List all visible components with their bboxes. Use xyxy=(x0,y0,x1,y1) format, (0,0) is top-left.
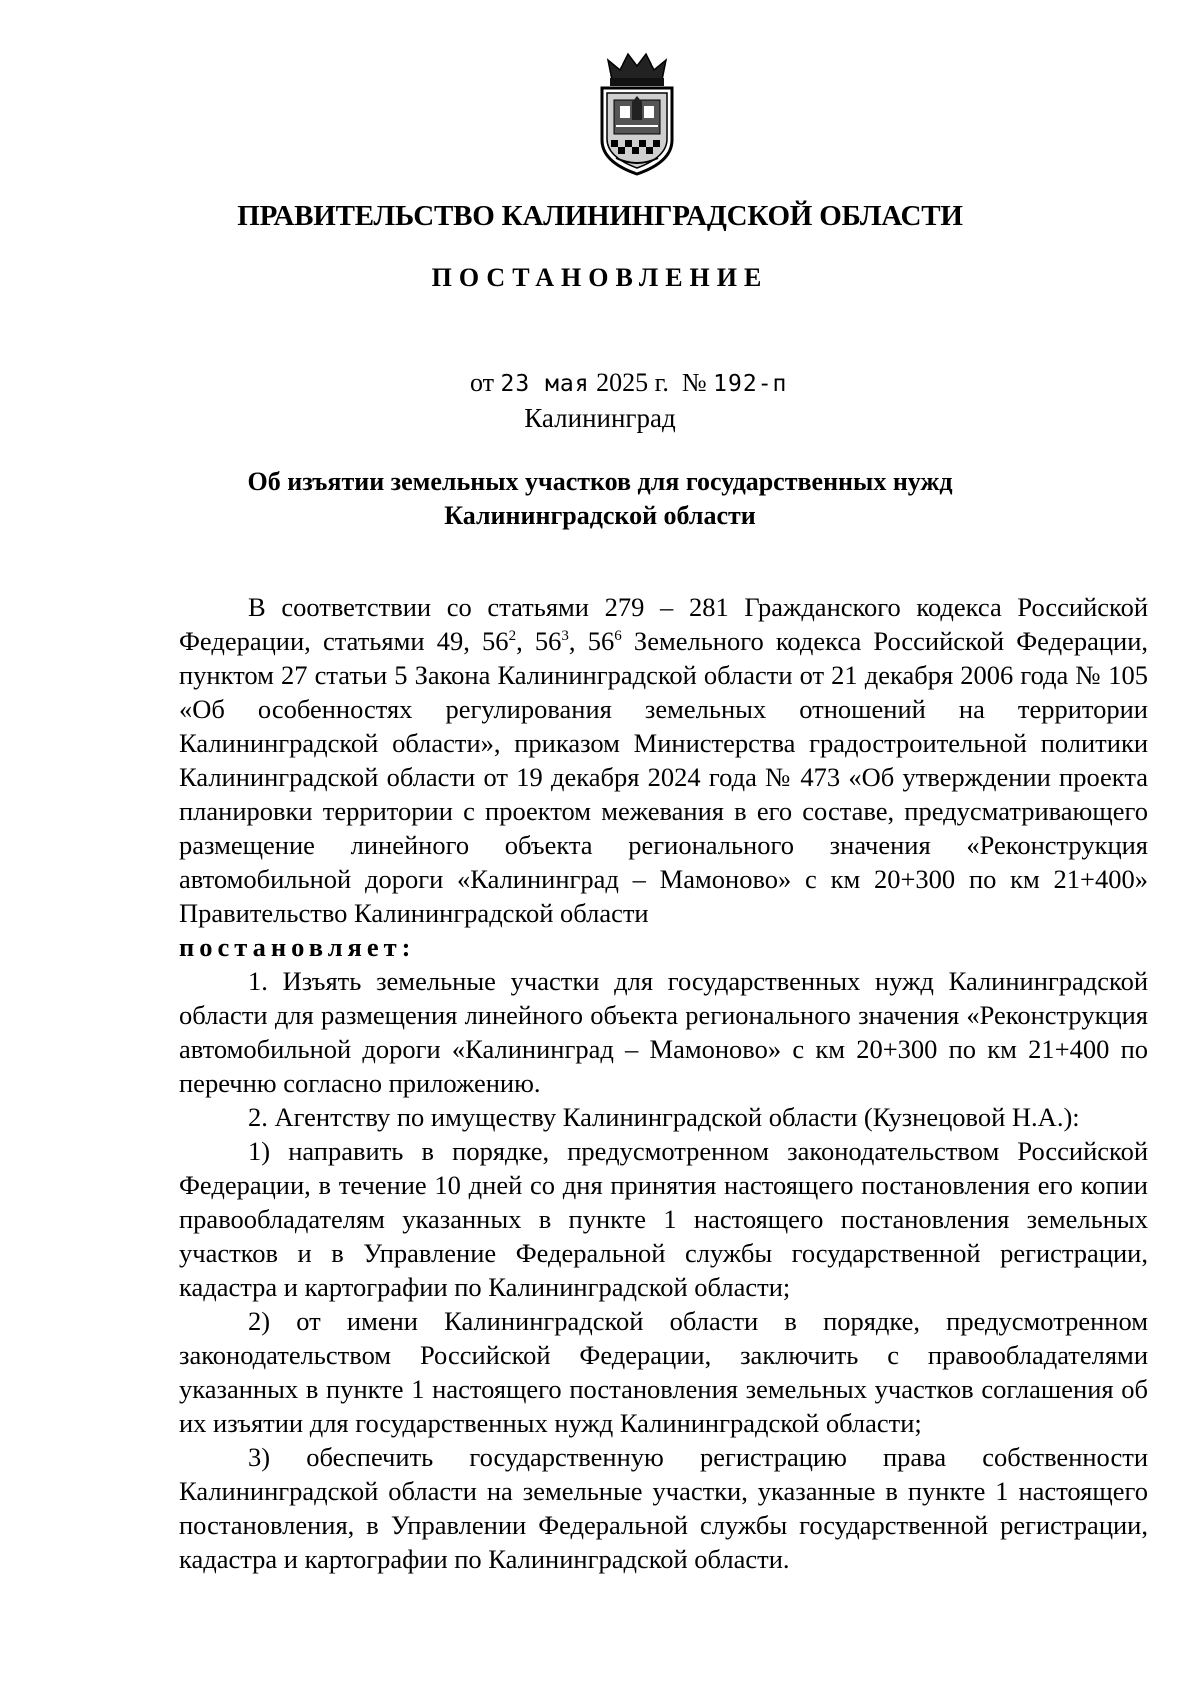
document-subject xyxy=(0,465,1200,533)
item-2-sub-3: 3) обеспечить государственную регистрацию права собственности Калининградской области на земельные участки, указанные в пункте 1 настоящего постановления, в Управлении Федеральной службы государственной регистрации, кадастра и картографии по Калининградской области. xyxy=(179,1442,1148,1574)
item-1: 1. Изъять земельные участки для государственных нужд Калининградской области для размещения линейного объекта регионального значения «Реконструкция автомобильной дороги «Калининград – Мамоново» с км 20+300 по км 21+400 по перечню согласно приложению. xyxy=(179,966,1148,1098)
date-prefix: от xyxy=(470,368,495,397)
date-number-line xyxy=(470,368,787,398)
document-type-title: ПОСТАНОВЛЕНИЕ xyxy=(431,263,769,292)
number-prefix: № xyxy=(681,368,707,397)
coat-of-arms-icon xyxy=(594,50,680,178)
government-title: ПРАВИТЕЛЬСТВО КАЛИНИНГРАДСКОЙ ОБЛАСТИ xyxy=(237,200,963,232)
city-name: Калининград xyxy=(524,403,676,433)
superscript-6: 6 xyxy=(614,628,622,644)
resolves-word: постановляет: xyxy=(179,932,416,962)
preamble-sep-1: , 56 xyxy=(516,626,562,656)
item-2-sub-2: 2) от имени Калининградской области в порядке, предусмотренном законодательством Российской Федерации, заключить с правообладателями указанных в пункте 1 настоящего постановления земельных участков соглашения об их изъятии для государственных нужд Калининградской области; xyxy=(179,1306,1148,1438)
document-number: 192-п xyxy=(713,371,788,397)
date-value: 23 мая xyxy=(500,371,590,397)
preamble-text-2: Земельного кодекса Российской Федерации, пунктом 27 статьи 5 Закона Калининградской области от 21 декабря 2006 года № 105 «Об особенностях регулирования земельных отношений на территории Калининградской области», приказом Министерства градостроительной политики Калининградской области от 19 декабря 2024 года № 473 «Об утверждении проекта планировки территории с проектом межевания в его составе, предусматривающего размещение линейного объекта регионального значения «Реконструкция автомобильной дороги «Калининград – Мамоново» с км 20+300 по км 21+400» Правительство Калининградской области xyxy=(179,626,1148,928)
preamble-paragraph xyxy=(179,590,1148,930)
preamble-sep-2: , 56 xyxy=(568,626,615,656)
date-year: 2025 г. xyxy=(596,368,669,397)
item-2: 2. Агентству по имуществу Калининградской области (Кузнецовой Н.А.): xyxy=(248,1102,1080,1132)
item-2-sub-1: 1) направить в порядке, предусмотренном законодательством Российской Федерации, в течение 10 дней со дня принятия настоящего постановления его копии правообладателям указанных в пункте 1 настоящего постановления земельных участков и в Управление Федеральной службы государственной регистрации, кадастра и картографии по Калининградской области; xyxy=(179,1136,1148,1302)
document-body xyxy=(179,590,1148,1576)
preamble-text-1: В соответствии со статьями 279 – 281 Гражданского кодекса Российской Федерации, статьями 49, 56 xyxy=(179,592,1148,656)
subject-line-1: Об изъятии земельных участков для государственных нужд xyxy=(247,467,953,496)
superscript-3: 3 xyxy=(561,628,569,644)
superscript-2: 2 xyxy=(508,628,517,644)
subject-line-2: Калининградской области xyxy=(444,501,756,530)
